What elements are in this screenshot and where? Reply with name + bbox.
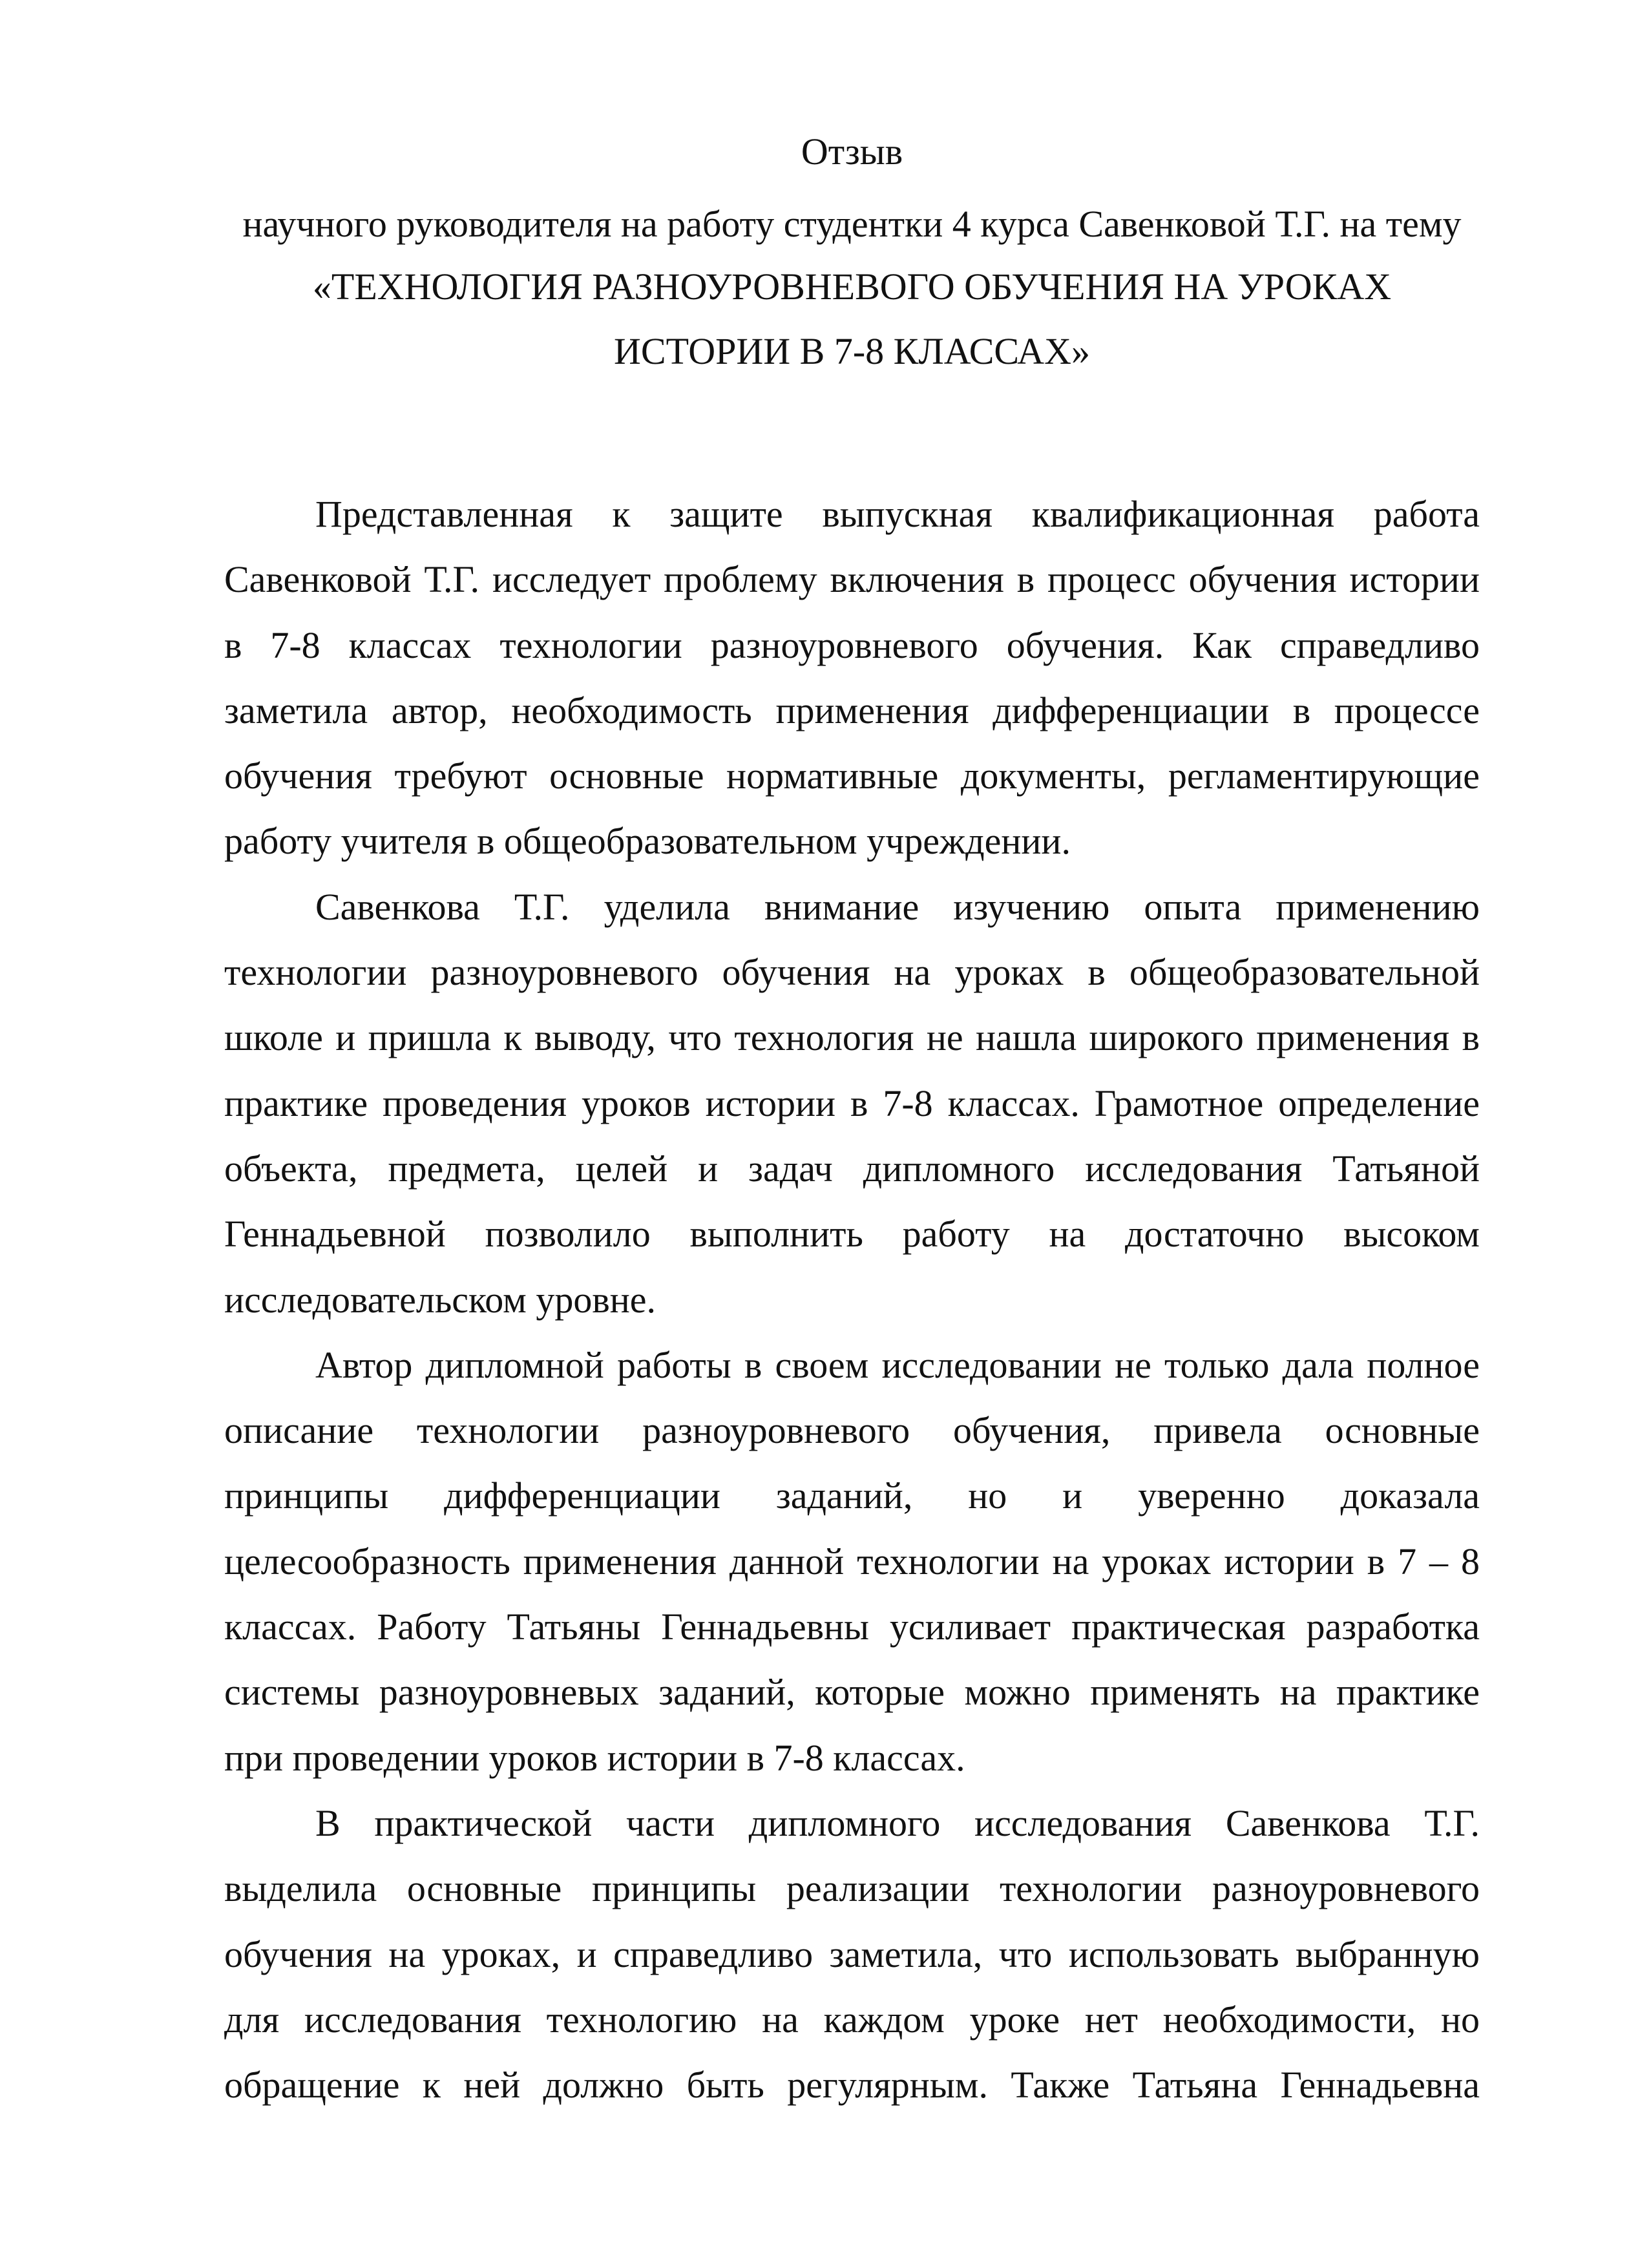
text-line: обучения на уроках, и справедливо заметила, что использовать выбранную xyxy=(224,1933,1480,1975)
text-line: Представленная к защите выпускная квалификационная работа xyxy=(315,493,1480,535)
text-line: при проведении уроков истории в 7-8 классах. xyxy=(224,1736,965,1779)
text-line: принципы дифференциации заданий, но и уверенно доказала xyxy=(224,1475,1480,1517)
text-line: системы разноуровневых заданий, которые можно применять на практике xyxy=(224,1671,1480,1714)
text-line: практике проведения уроков истории в 7-8 классах. Грамотное определение xyxy=(224,1082,1480,1124)
paragraph xyxy=(224,1332,1480,1790)
text-line: выделила основные принципы реализации технологии разноуровневого xyxy=(224,1867,1480,1910)
text-line: В практической части дипломного исследования Савенкова Т.Г. xyxy=(315,1801,1480,1844)
text-line: для исследования технологию на каждом уроке нет необходимости, но xyxy=(224,1998,1480,2041)
text-line: целесообразность применения данной технологии на уроках истории в 7 – 8 xyxy=(224,1540,1480,1582)
text-line: классах. Работу Татьяны Геннадьевны усиливает практическая разработка xyxy=(224,1606,1480,1648)
text-line: работу учителя в общеобразовательном учреждении. xyxy=(224,820,1071,863)
text-line: исследовательском уровне. xyxy=(224,1278,656,1321)
topic-line-2: ИСТОРИИ В 7-8 КЛАССАХ» xyxy=(614,330,1090,372)
text-line: объекта, предмета, целей и задач дипломного исследования Татьяной xyxy=(224,1147,1480,1190)
topic-line-1: «ТЕХНОЛОГИЯ РАЗНОУРОВНЕВОГО ОБУЧЕНИЯ НА УРОКАХ xyxy=(312,266,1392,308)
paragraph xyxy=(224,481,1480,874)
text-line: школе и пришла к выводу, что технология не нашла широкого применения в xyxy=(224,1016,1480,1059)
text-line: Савенковой Т.Г. исследует проблему включения в процесс обучения истории xyxy=(224,558,1480,601)
text-line: описание технологии разноуровневого обучения, привела основные xyxy=(224,1409,1480,1452)
paragraph xyxy=(224,874,1480,1332)
text-line: обращение к ней должно быть регулярным. Также Татьяна Геннадьевна xyxy=(224,2064,1480,2106)
text-line: заметила автор, необходимость применения дифференциации в процессе xyxy=(224,689,1480,731)
text-line: технологии разноуровневого обучения на уроках в общеобразовательной xyxy=(224,951,1480,994)
text-line: обучения требуют основные нормативные документы, регламентирующие xyxy=(224,755,1480,797)
text-line: Савенкова Т.Г. уделила внимание изучению опыта применению xyxy=(315,885,1480,928)
document-subtitle: научного руководителя на работу студентки 4 курса Савенковой Т.Г. на тему xyxy=(242,203,1462,245)
document-title: Отзыв xyxy=(801,131,903,173)
document-body xyxy=(224,481,1480,2117)
text-line: Геннадьевной позволило выполнить работу на достаточно высоком xyxy=(224,1213,1480,1255)
text-line: в 7-8 классах технологии разноуровневого обучения. Как справедливо xyxy=(224,624,1480,666)
paragraph xyxy=(224,1790,1480,2117)
text-line: Автор дипломной работы в своем исследовании не только дала полное xyxy=(315,1343,1480,1386)
